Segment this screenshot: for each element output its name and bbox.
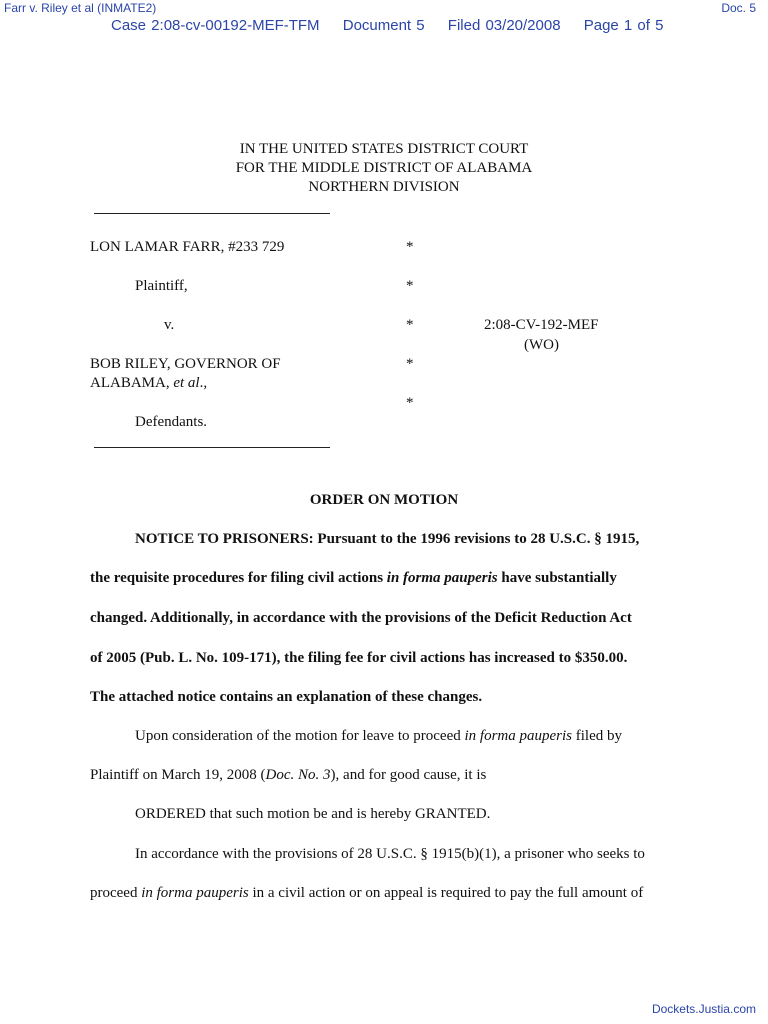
court-name-line2: FOR THE MIDDLE DISTRICT OF ALABAMA: [235, 160, 533, 176]
motion-paragraph-line-2: Plaintiff on March 19, 2008 (Doc. No. 3), and for good cause, it is: [90, 767, 487, 783]
fee-paragraph-line-1: In accordance with the provisions of 28 U.S.C. § 1915(b)(1), a prisoner who seeks to: [135, 846, 645, 862]
court-name-line3: NORTHERN DIVISION: [308, 179, 460, 195]
caption-rule-top: [94, 213, 330, 214]
defendants-label: Defendants.: [135, 414, 208, 430]
court-name-line1: IN THE UNITED STATES DISTRICT COURT: [239, 141, 529, 157]
fee-paragraph-line-2: proceed in forma pauperis in a civil action or on appeal is required to pay the full amount of: [90, 885, 644, 901]
motion-paragraph-line-1: Upon consideration of the motion for leave to proceed in forma pauperis filed by: [135, 728, 622, 744]
defendant-name-line1: BOB RILEY, GOVERNOR OF: [90, 356, 281, 372]
case-header: [111, 17, 681, 34]
caption-star: *: [406, 356, 414, 372]
case-number: Case 2:08-cv-00192-MEF-TFM: [111, 17, 320, 34]
justia-link[interactable]: Dockets.Justia.com: [651, 1002, 756, 1016]
notice-line-1: NOTICE TO PRISONERS: Pursuant to the 1996 revisions to 28 U.S.C. § 1915,: [135, 531, 640, 547]
doc-number-link[interactable]: Doc. 5: [721, 1, 756, 15]
document-number: Document 5: [342, 17, 425, 34]
caption-star: *: [406, 395, 414, 411]
notice-line-4: of 2005 (Pub. L. No. 109-171), the filing fee for civil actions has increased to $350.00.: [90, 650, 628, 666]
caption-star: *: [406, 278, 414, 294]
page-indicator: Page 1 of 5: [583, 17, 664, 34]
notice-line-3: changed. Additionally, in accordance with the provisions of the Deficit Reduction Act: [90, 610, 632, 626]
notice-line-5: The attached notice contains an explanation of these changes.: [90, 689, 483, 705]
order-heading: ORDER ON MOTION: [309, 492, 459, 508]
caption-star: *: [406, 317, 414, 333]
caption-rule-bottom: [94, 447, 330, 448]
civil-action-number: 2:08-CV-192-MEF: [484, 317, 599, 333]
case-title-link[interactable]: Farr v. Riley et al (INMATE2): [4, 1, 157, 15]
ordered-line: ORDERED that such motion be and is hereby GRANTED.: [135, 806, 491, 822]
plaintiff-name: LON LAMAR FARR, #233 729: [90, 239, 285, 255]
wo-designation: (WO): [524, 337, 559, 353]
plaintiff-label: Plaintiff,: [135, 278, 188, 294]
filed-date: Filed 03/20/2008: [447, 17, 561, 34]
versus: v.: [164, 317, 175, 333]
caption-star: *: [406, 239, 414, 255]
notice-line-2: the requisite procedures for filing civil actions in forma pauperis have substantially: [90, 570, 617, 586]
defendant-name-line2: ALABAMA, et al.,: [90, 375, 208, 391]
